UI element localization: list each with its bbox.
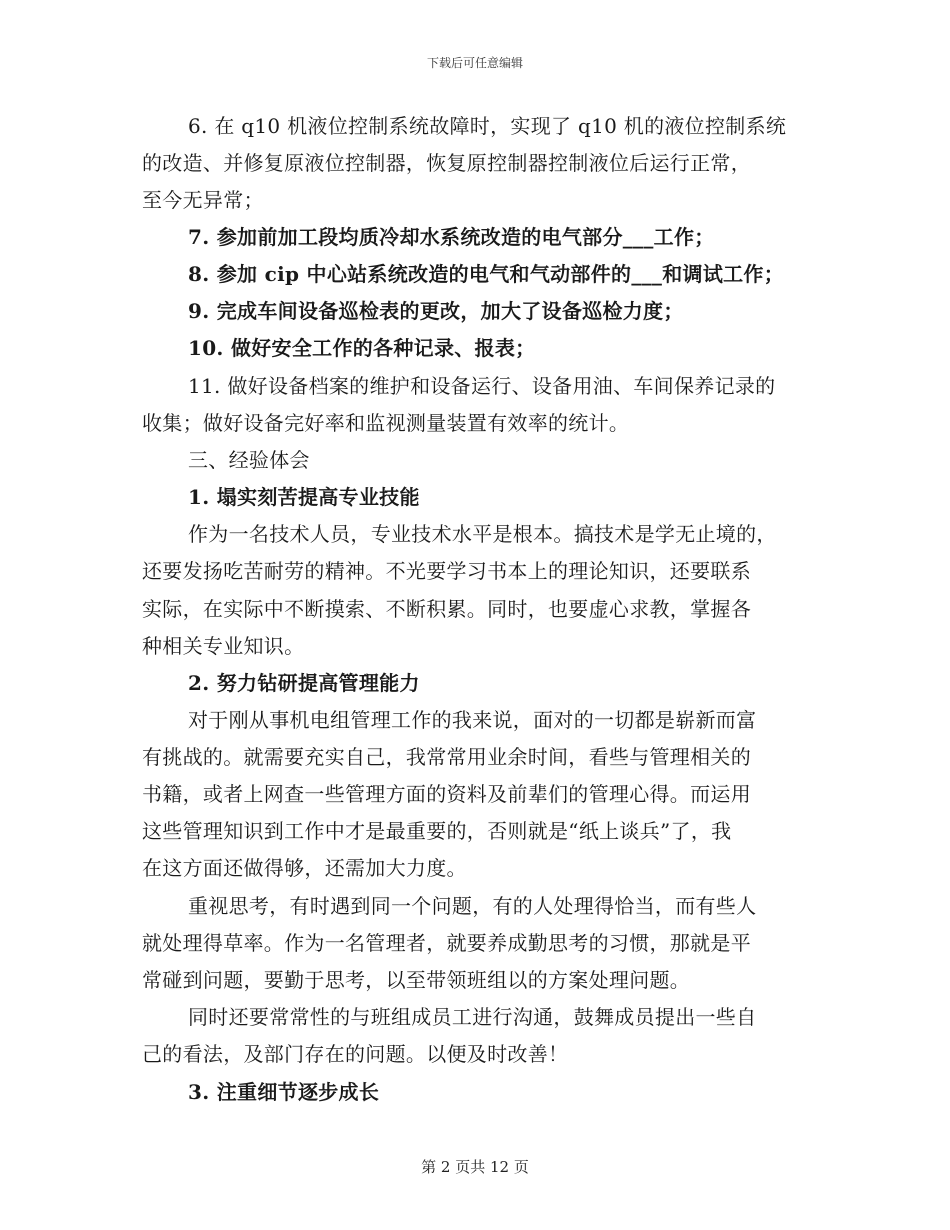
paragraph-line: 常碰到问题，要勤于思考，以至带领班组以的方案处理问题。 <box>142 968 691 992</box>
paragraph-line: 在这方面还做得够，还需加大力度。 <box>142 856 467 880</box>
page-footer: 第 2 页共 12 页 <box>421 1158 529 1176</box>
heading-line: 7. 参加前加工段均质冷却水系统改造的电气部分___工作； <box>188 225 715 249</box>
paragraph-line: 6. 在 q10 机液位控制系统故障时，实现了 q10 机的液位控制系统 <box>188 114 787 138</box>
paragraph-line: 作为一名技术人员，专业技术水平是根本。搞技术是学无止境的， <box>188 522 777 546</box>
heading-line: 3. 注重细节逐步成长 <box>188 1080 380 1104</box>
heading-line: 8. 参加 cip 中心站系统改造的电气和气动部件的___和调试工作； <box>188 262 785 286</box>
paragraph-line: 重视思考，有时遇到同一个问题，有的人处理得恰当，而有些人 <box>188 894 757 918</box>
heading-line: 2. 努力钻研提高管理能力 <box>188 671 420 695</box>
paragraph-line: 三、经验体会 <box>188 448 310 472</box>
paragraph-line: 书籍，或者上网查一些管理方面的资料及前辈们的管理心得。而运用 <box>142 782 751 806</box>
paragraph-line: 对于刚从事机电组管理工作的我来说，面对的一切都是崭新而富 <box>188 708 757 732</box>
paragraph-line: 收集；做好设备完好率和监视测量装置有效率的统计。 <box>142 411 630 435</box>
heading-line: 10. 做好安全工作的各种记录、报表； <box>188 336 536 360</box>
heading-line: 9. 完成车间设备巡检表的更改，加大了设备巡检力度； <box>188 299 684 323</box>
paragraph-line: 至今无异常； <box>142 188 264 212</box>
paragraph-line: 同时还要常常性的与班组成员工进行沟通，鼓舞成员提出一些自 <box>188 1005 757 1029</box>
paragraph-line: 有挑战的。就需要充实自己，我常常用业余时间，看些与管理相关的 <box>142 745 751 769</box>
paragraph-line: 己的看法，及部门存在的问题。以便及时改善！ <box>142 1042 569 1066</box>
paragraph-line: 实际，在实际中不断摸索、不断积累。同时，也要虚心求教，掌握各 <box>142 597 751 621</box>
paragraph-line: 的改造、并修复原液位控制器，恢复原控制器控制液位后运行正常， <box>142 151 751 175</box>
page-header: 下载后可任意编辑 <box>426 56 523 70</box>
heading-line: 1. 塌实刻苦提高专业技能 <box>188 485 420 509</box>
paragraph-line: 种相关专业知识。 <box>142 634 305 658</box>
paragraph-line: 11. 做好设备档案的维护和设备运行、设备用油、车间保养记录的 <box>188 374 776 398</box>
paragraph-line: 还要发扬吃苦耐劳的精神。不光要学习书本上的理论知识，还要联系 <box>142 559 751 583</box>
paragraph-line: 这些管理知识到工作中才是最重要的，否则就是“纸上谈兵”了，我 <box>142 819 732 843</box>
paragraph-line: 就处理得草率。作为一名管理者，就要养成勤思考的习惯，那就是平 <box>142 931 751 955</box>
